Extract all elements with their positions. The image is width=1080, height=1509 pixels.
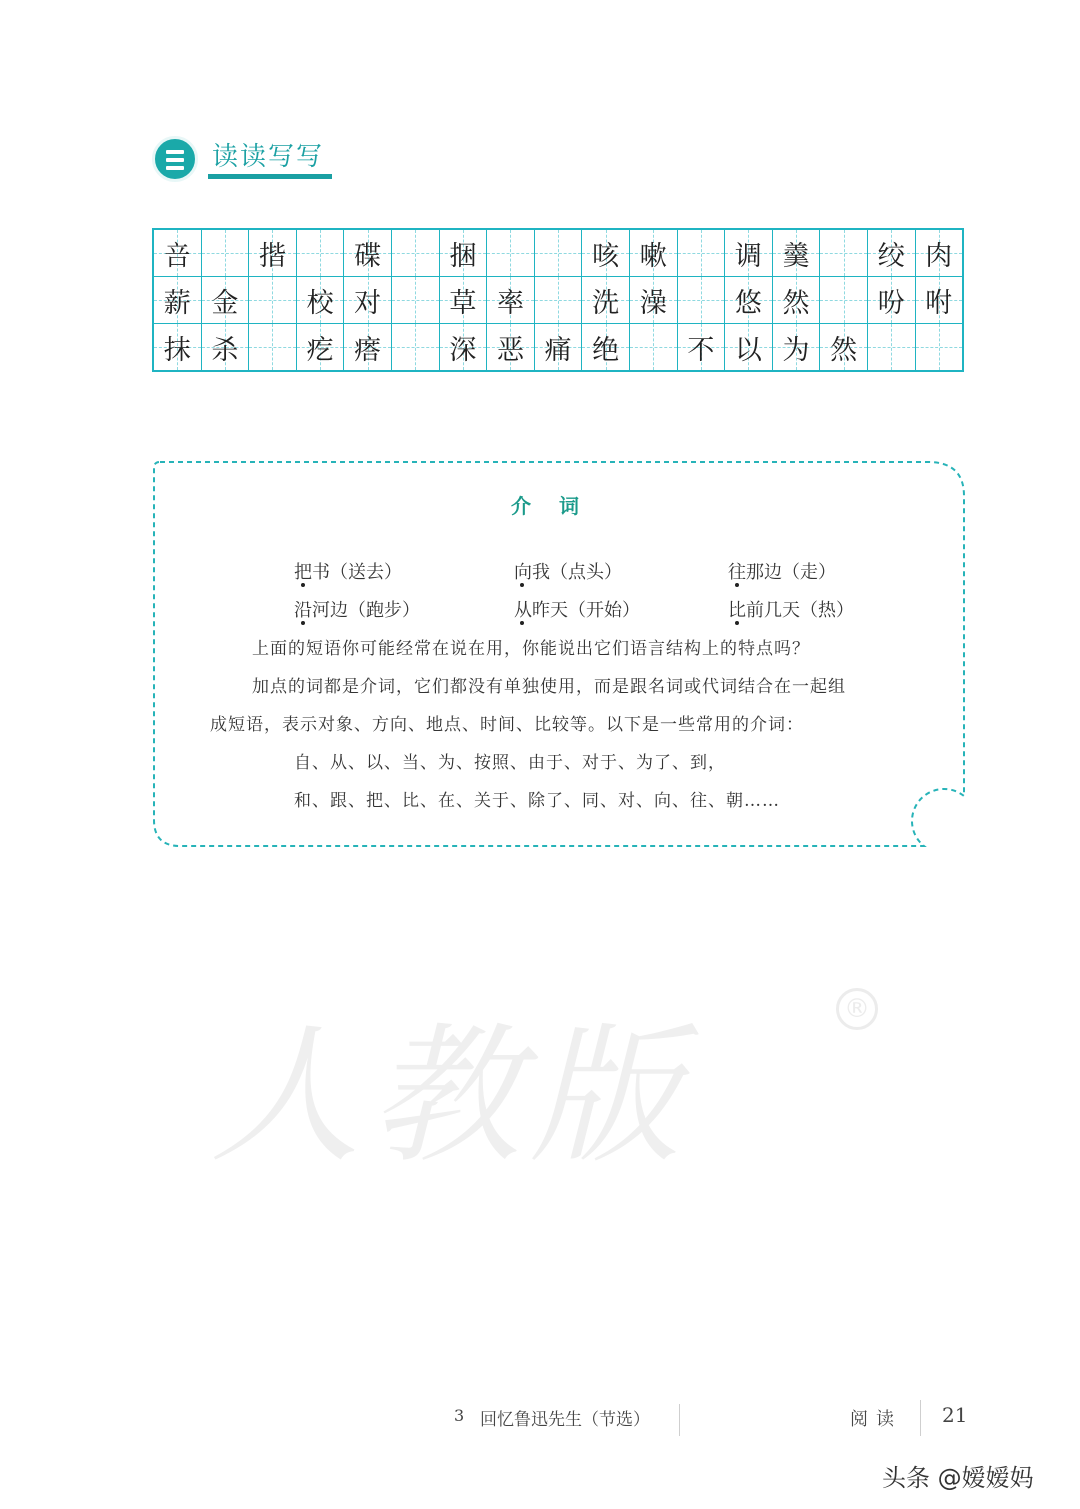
grid-cell (154, 230, 201, 276)
grid-character: 碟 (354, 240, 382, 272)
grid-cell (439, 324, 487, 370)
grid-character: 金 (211, 287, 239, 319)
grid-character: 咅 (163, 240, 191, 272)
grid-cell (296, 324, 344, 370)
registered-mark-icon: ® (836, 988, 878, 1030)
section-title-underline (208, 174, 332, 179)
grid-character: 瘩 (354, 334, 382, 366)
grid-character: 捆 (449, 240, 477, 272)
emphasis-dot (301, 621, 305, 625)
emphasis-dot (520, 583, 524, 587)
grid-row (154, 276, 962, 323)
grid-cell (629, 230, 677, 276)
grid-cell (486, 324, 534, 370)
grid-character: 不 (687, 334, 715, 366)
grid-character: 为 (782, 334, 810, 366)
grid-cell (391, 277, 439, 323)
grid-character: 肉 (925, 240, 953, 272)
note-question: 上面的短语你可能经常在说在用，你能说出它们语言结构上的特点吗？ (252, 639, 810, 659)
phrase: 把书（送去） (294, 562, 402, 583)
footer-divider (679, 1404, 680, 1436)
grid-character: 然 (782, 287, 810, 319)
lesson-number: 3 (454, 1406, 465, 1425)
grid-cell (819, 277, 867, 323)
grid-row (154, 230, 962, 276)
source-credit: 头条 @嫒嫒妈 (882, 1464, 1034, 1492)
grid-character: 咳 (592, 240, 620, 272)
phrase: 往那边（走） (728, 562, 836, 583)
grid-cell (819, 230, 867, 276)
grid-character: 痛 (544, 334, 572, 366)
grid-cell (343, 324, 391, 370)
grid-cell (201, 277, 249, 323)
grid-cell (248, 277, 296, 323)
grid-cell (629, 277, 677, 323)
grid-character: 疙 (306, 334, 334, 366)
grid-cell (343, 277, 391, 323)
grid-cell (629, 324, 677, 370)
grid-cell (439, 277, 487, 323)
section-header (152, 134, 334, 186)
grid-cell (534, 324, 582, 370)
grid-cell (296, 277, 344, 323)
emphasis-dot (735, 621, 739, 625)
grid-cell (154, 324, 201, 370)
emphasis-dot (735, 583, 739, 587)
lesson-title: 回忆鲁迅先生（节选） (480, 1410, 650, 1430)
grid-cell (915, 230, 963, 276)
grid-character: 羹 (782, 240, 810, 272)
grid-cell (724, 277, 772, 323)
grid-cell (486, 277, 534, 323)
section-label: 阅读 (850, 1409, 902, 1430)
grid-cell (439, 230, 487, 276)
phrase: 向我（点头） (514, 562, 622, 583)
grid-character: 调 (734, 240, 762, 272)
grid-cell (819, 324, 867, 370)
grid-cell (486, 230, 534, 276)
phrase: 沿河边（跑步） (294, 600, 420, 621)
grid-cell (677, 324, 725, 370)
grid-character: 揩 (258, 240, 286, 272)
grid-cell (677, 230, 725, 276)
note-explanation-line-1: 加点的词都是介词，它们都没有单独使用，而是跟名词或代词结合在一起组 (252, 677, 846, 697)
grid-cell (534, 230, 582, 276)
grid-cell (677, 277, 725, 323)
grid-cell (915, 277, 963, 323)
grid-character: 杀 (211, 334, 239, 366)
grid-character: 抹 (163, 334, 191, 366)
grid-character: 恶 (496, 334, 524, 366)
grid-cell (724, 324, 772, 370)
grid-character: 然 (830, 334, 858, 366)
character-grid (152, 228, 964, 372)
grid-cell (724, 230, 772, 276)
grid-cell (391, 230, 439, 276)
grid-character: 校 (306, 287, 334, 319)
publisher-watermark: 人教版 (210, 1010, 691, 1184)
emphasis-dot (520, 621, 524, 625)
emphasis-dot (301, 583, 305, 587)
grid-cell (201, 324, 249, 370)
section-title: 读读写写 (212, 142, 325, 172)
grid-character: 草 (449, 287, 477, 319)
grid-cell (154, 277, 201, 323)
grid-cell (343, 230, 391, 276)
grid-cell (772, 230, 820, 276)
preposition-list-line-2: 和、跟、把、比、在、关于、除了、同、对、向、往、朝…… (294, 791, 780, 811)
grid-cell (296, 230, 344, 276)
note-explanation-line-2: 成短语，表示对象、方向、地点、时间、比较等。以下是一些常用的介词： (210, 715, 804, 735)
phrase: 比前几天（热） (728, 600, 854, 621)
note-title: 介词 (511, 494, 607, 518)
grid-cell (391, 324, 439, 370)
preposition-list-line-1: 自、从、以、当、为、按照、由于、对于、为了、到， (294, 753, 726, 773)
grid-cell (867, 230, 915, 276)
grid-character: 深 (449, 334, 477, 366)
grid-cell (248, 324, 296, 370)
grid-character: 以 (734, 334, 762, 366)
grid-cell (534, 277, 582, 323)
grid-character: 嗽 (639, 240, 667, 272)
grid-character: 绞 (877, 240, 905, 272)
preposition-note-box (152, 460, 966, 850)
section-three-icon (152, 136, 198, 182)
grid-cell (772, 324, 820, 370)
page-number: 21 (942, 1403, 968, 1427)
grid-row (154, 323, 962, 370)
grid-cell (772, 277, 820, 323)
grid-cell (915, 324, 963, 370)
grid-character: 澡 (639, 287, 667, 319)
grid-character: 洗 (592, 287, 620, 319)
grid-cell (201, 230, 249, 276)
grid-character: 悠 (734, 287, 762, 319)
phrase: 从昨天（开始） (514, 600, 640, 621)
grid-character: 率 (496, 287, 524, 319)
grid-cell (581, 324, 629, 370)
grid-cell (581, 230, 629, 276)
grid-cell (867, 277, 915, 323)
grid-character: 咐 (925, 287, 953, 319)
footer-divider (920, 1400, 921, 1436)
grid-character: 吩 (877, 287, 905, 319)
grid-cell (581, 277, 629, 323)
grid-character: 对 (354, 287, 382, 319)
grid-character: 绝 (592, 334, 620, 366)
grid-cell (248, 230, 296, 276)
grid-character: 薪 (163, 287, 191, 319)
grid-cell (867, 324, 915, 370)
